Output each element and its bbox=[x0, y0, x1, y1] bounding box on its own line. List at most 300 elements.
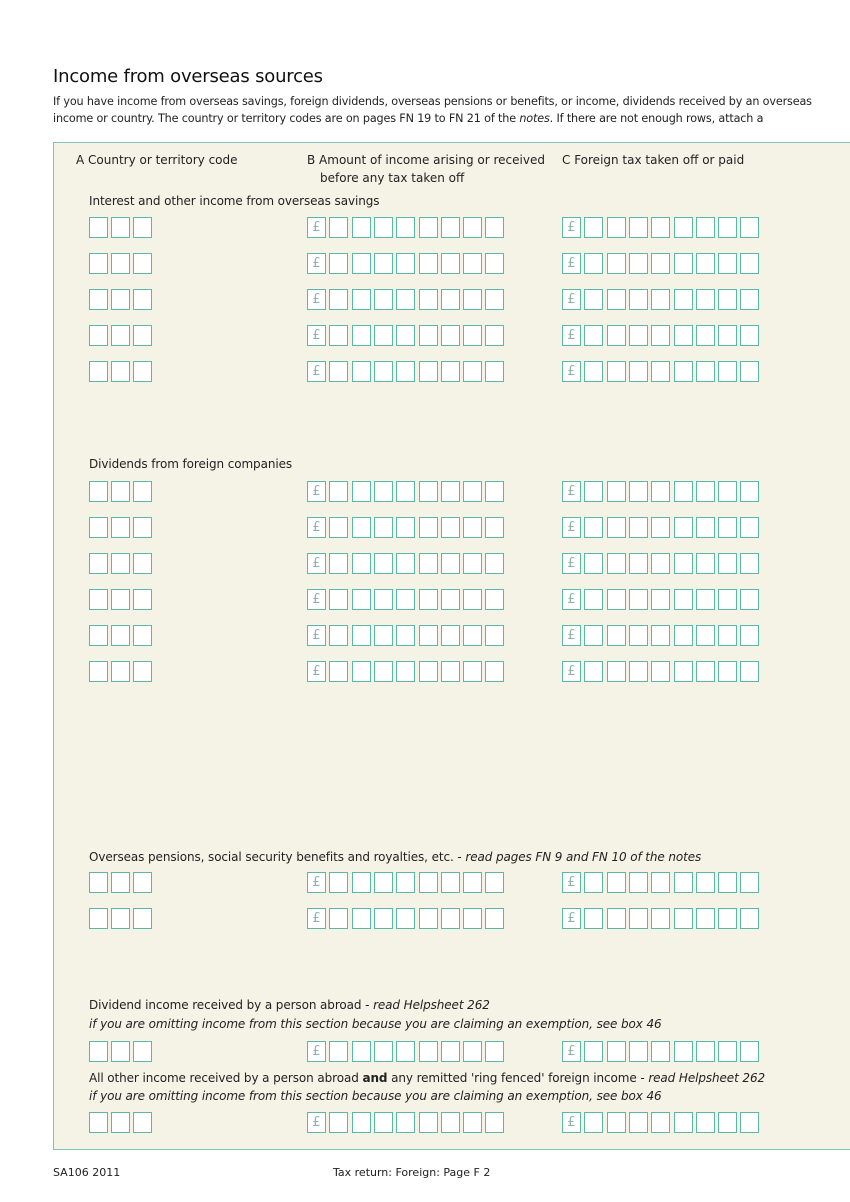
foreign-tax-digit-box[interactable] bbox=[740, 517, 759, 538]
income-amount-digit-box[interactable] bbox=[463, 872, 482, 893]
country-code-box[interactable] bbox=[111, 253, 130, 274]
income-amount-digit-box[interactable] bbox=[396, 361, 415, 382]
foreign-tax-digit-box[interactable] bbox=[740, 872, 759, 893]
foreign-tax-digit-box[interactable] bbox=[696, 253, 715, 274]
foreign-tax-digit-box[interactable] bbox=[740, 217, 759, 238]
foreign-tax-digit-box[interactable] bbox=[674, 517, 693, 538]
foreign-tax-digit-box[interactable] bbox=[651, 361, 670, 382]
country-code-box[interactable] bbox=[111, 661, 130, 682]
income-amount-digit-box[interactable] bbox=[441, 625, 460, 646]
income-amount-digit-box[interactable] bbox=[463, 625, 482, 646]
income-amount-digit-box[interactable] bbox=[485, 217, 504, 238]
foreign-tax-digit-box[interactable] bbox=[651, 253, 670, 274]
foreign-tax-digit-box[interactable] bbox=[696, 872, 715, 893]
foreign-tax-digit-box[interactable] bbox=[607, 908, 626, 929]
foreign-tax-digit-box[interactable] bbox=[740, 625, 759, 646]
income-amount-digit-box[interactable] bbox=[396, 661, 415, 682]
income-amount-digit-box[interactable] bbox=[419, 481, 438, 502]
income-amount-digit-box[interactable] bbox=[396, 217, 415, 238]
income-amount-digit-box[interactable] bbox=[463, 217, 482, 238]
foreign-tax-digit-box[interactable] bbox=[629, 1041, 648, 1062]
country-code-box[interactable] bbox=[133, 553, 152, 574]
income-amount-pound-sign: £ bbox=[307, 217, 326, 238]
country-code-box[interactable] bbox=[111, 553, 130, 574]
foreign-tax-digit-box[interactable] bbox=[607, 325, 626, 346]
foreign-tax-digit-box[interactable] bbox=[718, 908, 737, 929]
foreign-tax-digit-box[interactable] bbox=[740, 1041, 759, 1062]
foreign-tax-digit-box[interactable] bbox=[584, 625, 603, 646]
country-code-box[interactable] bbox=[111, 289, 130, 310]
income-amount-digit-box[interactable] bbox=[329, 289, 348, 310]
country-code-box[interactable] bbox=[89, 625, 108, 646]
foreign-tax-digit-box[interactable] bbox=[696, 217, 715, 238]
income-amount-digit-box[interactable] bbox=[329, 481, 348, 502]
income-amount-digit-box[interactable] bbox=[485, 908, 504, 929]
form-code: SA106 2011 bbox=[53, 1166, 121, 1179]
foreign-tax-digit-box[interactable] bbox=[740, 481, 759, 502]
income-amount-digit-box[interactable] bbox=[329, 553, 348, 574]
country-code-box[interactable] bbox=[89, 517, 108, 538]
foreign-tax-digit-box[interactable] bbox=[651, 517, 670, 538]
foreign-tax-digit-box[interactable] bbox=[718, 1112, 737, 1133]
income-amount-digit-box[interactable] bbox=[352, 289, 371, 310]
foreign-tax-digit-box[interactable] bbox=[607, 553, 626, 574]
income-amount-digit-box[interactable] bbox=[396, 553, 415, 574]
foreign-tax-digit-box[interactable] bbox=[718, 517, 737, 538]
country-code-box[interactable] bbox=[111, 517, 130, 538]
income-amount-digit-box[interactable] bbox=[374, 1041, 393, 1062]
income-amount-digit-box[interactable] bbox=[441, 872, 460, 893]
foreign-tax-digit-box[interactable] bbox=[674, 325, 693, 346]
foreign-tax-digit-box[interactable] bbox=[607, 1041, 626, 1062]
income-amount-digit-box[interactable] bbox=[329, 1041, 348, 1062]
foreign-tax-pound-sign: £ bbox=[562, 253, 581, 274]
income-amount-digit-box[interactable] bbox=[374, 217, 393, 238]
income-amount-digit-box[interactable] bbox=[374, 661, 393, 682]
income-amount-digit-box[interactable] bbox=[374, 361, 393, 382]
foreign-tax-digit-box[interactable] bbox=[674, 481, 693, 502]
foreign-tax-digit-box[interactable] bbox=[718, 253, 737, 274]
income-amount-digit-box[interactable] bbox=[374, 481, 393, 502]
foreign-tax-digit-box[interactable] bbox=[674, 908, 693, 929]
income-amount-digit-box[interactable] bbox=[352, 661, 371, 682]
income-amount-digit-box[interactable] bbox=[419, 361, 438, 382]
country-code-box[interactable] bbox=[111, 361, 130, 382]
foreign-tax-digit-box[interactable] bbox=[674, 289, 693, 310]
foreign-tax-digit-box[interactable] bbox=[718, 1041, 737, 1062]
other-abroad-heading: All other income received by a person abroad and any remitted 'ring fenced' foreign income - read Helpsheet 262 bbox=[89, 1071, 766, 1085]
foreign-tax-digit-box[interactable] bbox=[629, 1112, 648, 1133]
foreign-tax-digit-box[interactable] bbox=[651, 1041, 670, 1062]
income-amount-digit-box[interactable] bbox=[329, 361, 348, 382]
income-amount-digit-box[interactable] bbox=[352, 361, 371, 382]
income-amount-digit-box[interactable] bbox=[374, 908, 393, 929]
foreign-tax-digit-box[interactable] bbox=[629, 908, 648, 929]
foreign-tax-digit-box[interactable] bbox=[674, 872, 693, 893]
foreign-tax-digit-box[interactable] bbox=[607, 361, 626, 382]
foreign-tax-digit-box[interactable] bbox=[740, 253, 759, 274]
foreign-tax-digit-box[interactable] bbox=[740, 553, 759, 574]
foreign-tax-pound-sign: £ bbox=[562, 1041, 581, 1062]
income-amount-digit-box[interactable] bbox=[329, 253, 348, 274]
foreign-tax-digit-box[interactable] bbox=[629, 589, 648, 610]
foreign-tax-pound-sign: £ bbox=[562, 289, 581, 310]
country-code-box[interactable] bbox=[133, 481, 152, 502]
country-code-box[interactable] bbox=[133, 1041, 152, 1062]
income-amount-digit-box[interactable] bbox=[352, 589, 371, 610]
income-amount-digit-box[interactable] bbox=[441, 661, 460, 682]
country-code-box[interactable] bbox=[133, 908, 152, 929]
foreign-tax-digit-box[interactable] bbox=[629, 553, 648, 574]
foreign-tax-digit-box[interactable] bbox=[718, 661, 737, 682]
foreign-tax-digit-box[interactable] bbox=[607, 481, 626, 502]
income-amount-digit-box[interactable] bbox=[441, 289, 460, 310]
foreign-tax-digit-box[interactable] bbox=[740, 908, 759, 929]
country-code-box[interactable] bbox=[111, 908, 130, 929]
income-amount-digit-box[interactable] bbox=[463, 1112, 482, 1133]
income-amount-digit-box[interactable] bbox=[463, 908, 482, 929]
income-amount-digit-box[interactable] bbox=[419, 1041, 438, 1062]
foreign-tax-digit-box[interactable] bbox=[696, 517, 715, 538]
foreign-tax-digit-box[interactable] bbox=[696, 325, 715, 346]
foreign-tax-digit-box[interactable] bbox=[607, 517, 626, 538]
foreign-tax-digit-box[interactable] bbox=[584, 253, 603, 274]
foreign-tax-digit-box[interactable] bbox=[584, 908, 603, 929]
income-amount-digit-box[interactable] bbox=[419, 661, 438, 682]
foreign-tax-digit-box[interactable] bbox=[740, 289, 759, 310]
income-amount-digit-box[interactable] bbox=[352, 1112, 371, 1133]
income-amount-digit-box[interactable] bbox=[463, 481, 482, 502]
income-amount-digit-box[interactable] bbox=[374, 289, 393, 310]
foreign-tax-digit-box[interactable] bbox=[718, 872, 737, 893]
country-code-box[interactable] bbox=[89, 289, 108, 310]
foreign-tax-digit-box[interactable] bbox=[607, 589, 626, 610]
country-code-box[interactable] bbox=[133, 361, 152, 382]
foreign-tax-digit-box[interactable] bbox=[651, 217, 670, 238]
foreign-tax-digit-box[interactable] bbox=[651, 325, 670, 346]
foreign-tax-digit-box[interactable] bbox=[584, 553, 603, 574]
foreign-tax-digit-box[interactable] bbox=[740, 589, 759, 610]
foreign-tax-digit-box[interactable] bbox=[674, 625, 693, 646]
income-amount-digit-box[interactable] bbox=[441, 217, 460, 238]
country-code-box[interactable] bbox=[133, 517, 152, 538]
country-code-box[interactable] bbox=[89, 1112, 108, 1133]
income-amount-digit-box[interactable] bbox=[329, 908, 348, 929]
foreign-tax-digit-box[interactable] bbox=[674, 1041, 693, 1062]
foreign-tax-digit-box[interactable] bbox=[584, 1112, 603, 1133]
country-code-box[interactable] bbox=[133, 625, 152, 646]
income-amount-digit-box[interactable] bbox=[419, 325, 438, 346]
country-code-box[interactable] bbox=[89, 325, 108, 346]
country-code-box[interactable] bbox=[89, 481, 108, 502]
foreign-tax-digit-box[interactable] bbox=[718, 481, 737, 502]
income-amount-digit-box[interactable] bbox=[329, 1112, 348, 1133]
country-code-box[interactable] bbox=[133, 872, 152, 893]
foreign-tax-digit-box[interactable] bbox=[607, 1112, 626, 1133]
country-code-box[interactable] bbox=[89, 908, 108, 929]
income-amount-digit-box[interactable] bbox=[485, 289, 504, 310]
income-amount-digit-box[interactable] bbox=[463, 517, 482, 538]
income-amount-digit-box[interactable] bbox=[352, 481, 371, 502]
income-amount-digit-box[interactable] bbox=[396, 253, 415, 274]
foreign-tax-digit-box[interactable] bbox=[696, 625, 715, 646]
income-amount-pound-sign: £ bbox=[307, 289, 326, 310]
foreign-tax-digit-box[interactable] bbox=[718, 217, 737, 238]
income-amount-digit-box[interactable] bbox=[485, 361, 504, 382]
foreign-tax-digit-box[interactable] bbox=[629, 289, 648, 310]
foreign-tax-digit-box[interactable] bbox=[718, 589, 737, 610]
foreign-tax-digit-box[interactable] bbox=[674, 361, 693, 382]
income-amount-digit-box[interactable] bbox=[374, 872, 393, 893]
income-amount-digit-box[interactable] bbox=[352, 517, 371, 538]
income-amount-digit-box[interactable] bbox=[396, 1112, 415, 1133]
column-c-header: C Foreign tax taken off or paid bbox=[562, 153, 745, 167]
income-amount-digit-box[interactable] bbox=[374, 625, 393, 646]
income-amount-digit-box[interactable] bbox=[329, 517, 348, 538]
income-amount-digit-box[interactable] bbox=[352, 625, 371, 646]
income-amount-digit-box[interactable] bbox=[441, 325, 460, 346]
income-amount-digit-box[interactable] bbox=[441, 481, 460, 502]
foreign-tax-digit-box[interactable] bbox=[651, 553, 670, 574]
country-code-box[interactable] bbox=[133, 325, 152, 346]
income-amount-digit-box[interactable] bbox=[485, 589, 504, 610]
country-code-box[interactable] bbox=[89, 361, 108, 382]
income-amount-digit-box[interactable] bbox=[396, 908, 415, 929]
income-amount-digit-box[interactable] bbox=[419, 217, 438, 238]
foreign-tax-digit-box[interactable] bbox=[607, 625, 626, 646]
income-amount-digit-box[interactable] bbox=[352, 553, 371, 574]
country-code-box[interactable] bbox=[111, 872, 130, 893]
foreign-tax-digit-box[interactable] bbox=[651, 625, 670, 646]
income-amount-digit-box[interactable] bbox=[419, 872, 438, 893]
foreign-tax-digit-box[interactable] bbox=[718, 361, 737, 382]
country-code-box[interactable] bbox=[133, 1112, 152, 1133]
foreign-tax-digit-box[interactable] bbox=[629, 872, 648, 893]
income-amount-digit-box[interactable] bbox=[352, 217, 371, 238]
country-code-box[interactable] bbox=[133, 661, 152, 682]
foreign-tax-digit-box[interactable] bbox=[696, 1041, 715, 1062]
country-code-box[interactable] bbox=[111, 481, 130, 502]
income-amount-digit-box[interactable] bbox=[463, 325, 482, 346]
foreign-tax-pound-sign: £ bbox=[562, 908, 581, 929]
income-amount-digit-box[interactable] bbox=[396, 481, 415, 502]
income-amount-digit-box[interactable] bbox=[463, 661, 482, 682]
income-amount-digit-box[interactable] bbox=[419, 589, 438, 610]
country-code-box[interactable] bbox=[89, 589, 108, 610]
income-amount-digit-box[interactable] bbox=[441, 517, 460, 538]
income-amount-digit-box[interactable] bbox=[374, 325, 393, 346]
column-b-header-line-2: before any tax taken off bbox=[320, 171, 465, 185]
foreign-tax-digit-box[interactable] bbox=[629, 481, 648, 502]
income-amount-digit-box[interactable] bbox=[329, 661, 348, 682]
country-code-box[interactable] bbox=[111, 217, 130, 238]
country-code-box[interactable] bbox=[111, 325, 130, 346]
foreign-tax-digit-box[interactable] bbox=[696, 908, 715, 929]
foreign-tax-digit-box[interactable] bbox=[651, 289, 670, 310]
income-amount-digit-box[interactable] bbox=[419, 1112, 438, 1133]
income-amount-digit-box[interactable] bbox=[463, 289, 482, 310]
income-amount-digit-box[interactable] bbox=[485, 1112, 504, 1133]
foreign-tax-digit-box[interactable] bbox=[718, 625, 737, 646]
income-amount-digit-box[interactable] bbox=[441, 553, 460, 574]
income-amount-digit-box[interactable] bbox=[396, 289, 415, 310]
country-code-box[interactable] bbox=[133, 289, 152, 310]
foreign-tax-digit-box[interactable] bbox=[607, 872, 626, 893]
foreign-tax-digit-box[interactable] bbox=[629, 217, 648, 238]
income-amount-digit-box[interactable] bbox=[485, 661, 504, 682]
foreign-tax-digit-box[interactable] bbox=[584, 517, 603, 538]
country-code-box[interactable] bbox=[89, 872, 108, 893]
income-amount-digit-box[interactable] bbox=[441, 1041, 460, 1062]
country-code-box[interactable] bbox=[133, 589, 152, 610]
country-code-box[interactable] bbox=[89, 1041, 108, 1062]
foreign-tax-digit-box[interactable] bbox=[674, 217, 693, 238]
foreign-tax-digit-box[interactable] bbox=[607, 661, 626, 682]
income-amount-digit-box[interactable] bbox=[329, 325, 348, 346]
income-amount-digit-box[interactable] bbox=[441, 908, 460, 929]
foreign-tax-digit-box[interactable] bbox=[740, 661, 759, 682]
foreign-tax-digit-box[interactable] bbox=[740, 325, 759, 346]
income-amount-digit-box[interactable] bbox=[441, 253, 460, 274]
income-amount-digit-box[interactable] bbox=[441, 361, 460, 382]
foreign-tax-digit-box[interactable] bbox=[696, 1112, 715, 1133]
foreign-tax-digit-box[interactable] bbox=[584, 589, 603, 610]
income-amount-digit-box[interactable] bbox=[463, 1041, 482, 1062]
foreign-tax-digit-box[interactable] bbox=[674, 1112, 693, 1133]
income-amount-digit-box[interactable] bbox=[396, 517, 415, 538]
foreign-tax-digit-box[interactable] bbox=[696, 361, 715, 382]
foreign-tax-digit-box[interactable] bbox=[651, 481, 670, 502]
income-amount-digit-box[interactable] bbox=[419, 517, 438, 538]
foreign-tax-digit-box[interactable] bbox=[740, 1112, 759, 1133]
country-code-box[interactable] bbox=[133, 253, 152, 274]
income-amount-digit-box[interactable] bbox=[441, 1112, 460, 1133]
foreign-tax-digit-box[interactable] bbox=[696, 289, 715, 310]
income-amount-digit-box[interactable] bbox=[419, 908, 438, 929]
income-amount-digit-box[interactable] bbox=[396, 872, 415, 893]
foreign-tax-digit-box[interactable] bbox=[718, 325, 737, 346]
entry-row bbox=[0, 253, 850, 276]
foreign-tax-digit-box[interactable] bbox=[584, 325, 603, 346]
foreign-tax-digit-box[interactable] bbox=[607, 253, 626, 274]
income-amount-digit-box[interactable] bbox=[485, 481, 504, 502]
foreign-tax-digit-box[interactable] bbox=[718, 553, 737, 574]
income-amount-digit-box[interactable] bbox=[485, 325, 504, 346]
income-amount-digit-box[interactable] bbox=[419, 553, 438, 574]
income-amount-digit-box[interactable] bbox=[396, 625, 415, 646]
foreign-tax-digit-box[interactable] bbox=[674, 253, 693, 274]
income-amount-digit-box[interactable] bbox=[374, 553, 393, 574]
income-amount-digit-box[interactable] bbox=[463, 361, 482, 382]
foreign-tax-digit-box[interactable] bbox=[651, 1112, 670, 1133]
income-amount-digit-box[interactable] bbox=[419, 253, 438, 274]
country-code-box[interactable] bbox=[89, 553, 108, 574]
foreign-tax-digit-box[interactable] bbox=[696, 481, 715, 502]
income-amount-digit-box[interactable] bbox=[419, 289, 438, 310]
foreign-tax-digit-box[interactable] bbox=[584, 289, 603, 310]
income-amount-digit-box[interactable] bbox=[485, 253, 504, 274]
income-amount-digit-box[interactable] bbox=[485, 872, 504, 893]
foreign-tax-digit-box[interactable] bbox=[584, 217, 603, 238]
other-abroad-exemption-note: if you are omitting income from this section because you are claiming an exemption, see box 46 bbox=[89, 1089, 662, 1103]
income-amount-digit-box[interactable] bbox=[396, 325, 415, 346]
foreign-tax-digit-box[interactable] bbox=[629, 661, 648, 682]
foreign-tax-digit-box[interactable] bbox=[651, 661, 670, 682]
foreign-tax-digit-box[interactable] bbox=[629, 361, 648, 382]
foreign-tax-digit-box[interactable] bbox=[696, 589, 715, 610]
foreign-tax-digit-box[interactable] bbox=[584, 661, 603, 682]
income-amount-digit-box[interactable] bbox=[352, 908, 371, 929]
foreign-tax-digit-box[interactable] bbox=[607, 289, 626, 310]
country-code-box[interactable] bbox=[111, 625, 130, 646]
income-amount-pound-sign: £ bbox=[307, 661, 326, 682]
foreign-tax-digit-box[interactable] bbox=[696, 661, 715, 682]
country-code-box[interactable] bbox=[89, 217, 108, 238]
income-amount-digit-box[interactable] bbox=[374, 517, 393, 538]
foreign-tax-digit-box[interactable] bbox=[584, 872, 603, 893]
foreign-tax-digit-box[interactable] bbox=[674, 661, 693, 682]
income-amount-digit-box[interactable] bbox=[463, 589, 482, 610]
income-amount-digit-box[interactable] bbox=[329, 217, 348, 238]
country-code-box[interactable] bbox=[111, 589, 130, 610]
foreign-tax-digit-box[interactable] bbox=[584, 481, 603, 502]
income-amount-digit-box[interactable] bbox=[396, 589, 415, 610]
income-amount-digit-box[interactable] bbox=[329, 589, 348, 610]
income-amount-digit-box[interactable] bbox=[352, 1041, 371, 1062]
country-code-box[interactable] bbox=[89, 253, 108, 274]
foreign-tax-digit-box[interactable] bbox=[674, 589, 693, 610]
income-amount-digit-box[interactable] bbox=[352, 872, 371, 893]
entry-row bbox=[0, 625, 850, 648]
foreign-tax-digit-box[interactable] bbox=[629, 253, 648, 274]
income-amount-digit-box[interactable] bbox=[329, 625, 348, 646]
country-code-box[interactable] bbox=[111, 1112, 130, 1133]
foreign-tax-digit-box[interactable] bbox=[584, 361, 603, 382]
foreign-tax-digit-box[interactable] bbox=[651, 589, 670, 610]
foreign-tax-digit-box[interactable] bbox=[629, 517, 648, 538]
income-amount-digit-box[interactable] bbox=[352, 253, 371, 274]
income-amount-digit-box[interactable] bbox=[485, 553, 504, 574]
income-amount-digit-box[interactable] bbox=[374, 1112, 393, 1133]
foreign-tax-digit-box[interactable] bbox=[718, 289, 737, 310]
country-code-box[interactable] bbox=[133, 217, 152, 238]
income-amount-digit-box[interactable] bbox=[485, 625, 504, 646]
income-amount-digit-box[interactable] bbox=[463, 553, 482, 574]
entry-row bbox=[0, 325, 850, 348]
income-amount-digit-box[interactable] bbox=[419, 625, 438, 646]
income-amount-digit-box[interactable] bbox=[374, 253, 393, 274]
income-amount-digit-box[interactable] bbox=[329, 872, 348, 893]
country-code-box[interactable] bbox=[111, 1041, 130, 1062]
foreign-tax-digit-box[interactable] bbox=[740, 361, 759, 382]
income-amount-digit-box[interactable] bbox=[374, 589, 393, 610]
income-amount-digit-box[interactable] bbox=[485, 1041, 504, 1062]
foreign-tax-digit-box[interactable] bbox=[584, 1041, 603, 1062]
foreign-tax-digit-box[interactable] bbox=[674, 553, 693, 574]
foreign-tax-digit-box[interactable] bbox=[651, 908, 670, 929]
income-amount-digit-box[interactable] bbox=[441, 589, 460, 610]
foreign-tax-digit-box[interactable] bbox=[629, 325, 648, 346]
income-amount-digit-box[interactable] bbox=[485, 517, 504, 538]
foreign-tax-digit-box[interactable] bbox=[651, 872, 670, 893]
foreign-tax-digit-box[interactable] bbox=[607, 217, 626, 238]
income-amount-digit-box[interactable] bbox=[396, 1041, 415, 1062]
income-amount-digit-box[interactable] bbox=[352, 325, 371, 346]
foreign-tax-digit-box[interactable] bbox=[696, 553, 715, 574]
income-amount-digit-box[interactable] bbox=[463, 253, 482, 274]
foreign-tax-digit-box[interactable] bbox=[629, 625, 648, 646]
country-code-box[interactable] bbox=[89, 661, 108, 682]
